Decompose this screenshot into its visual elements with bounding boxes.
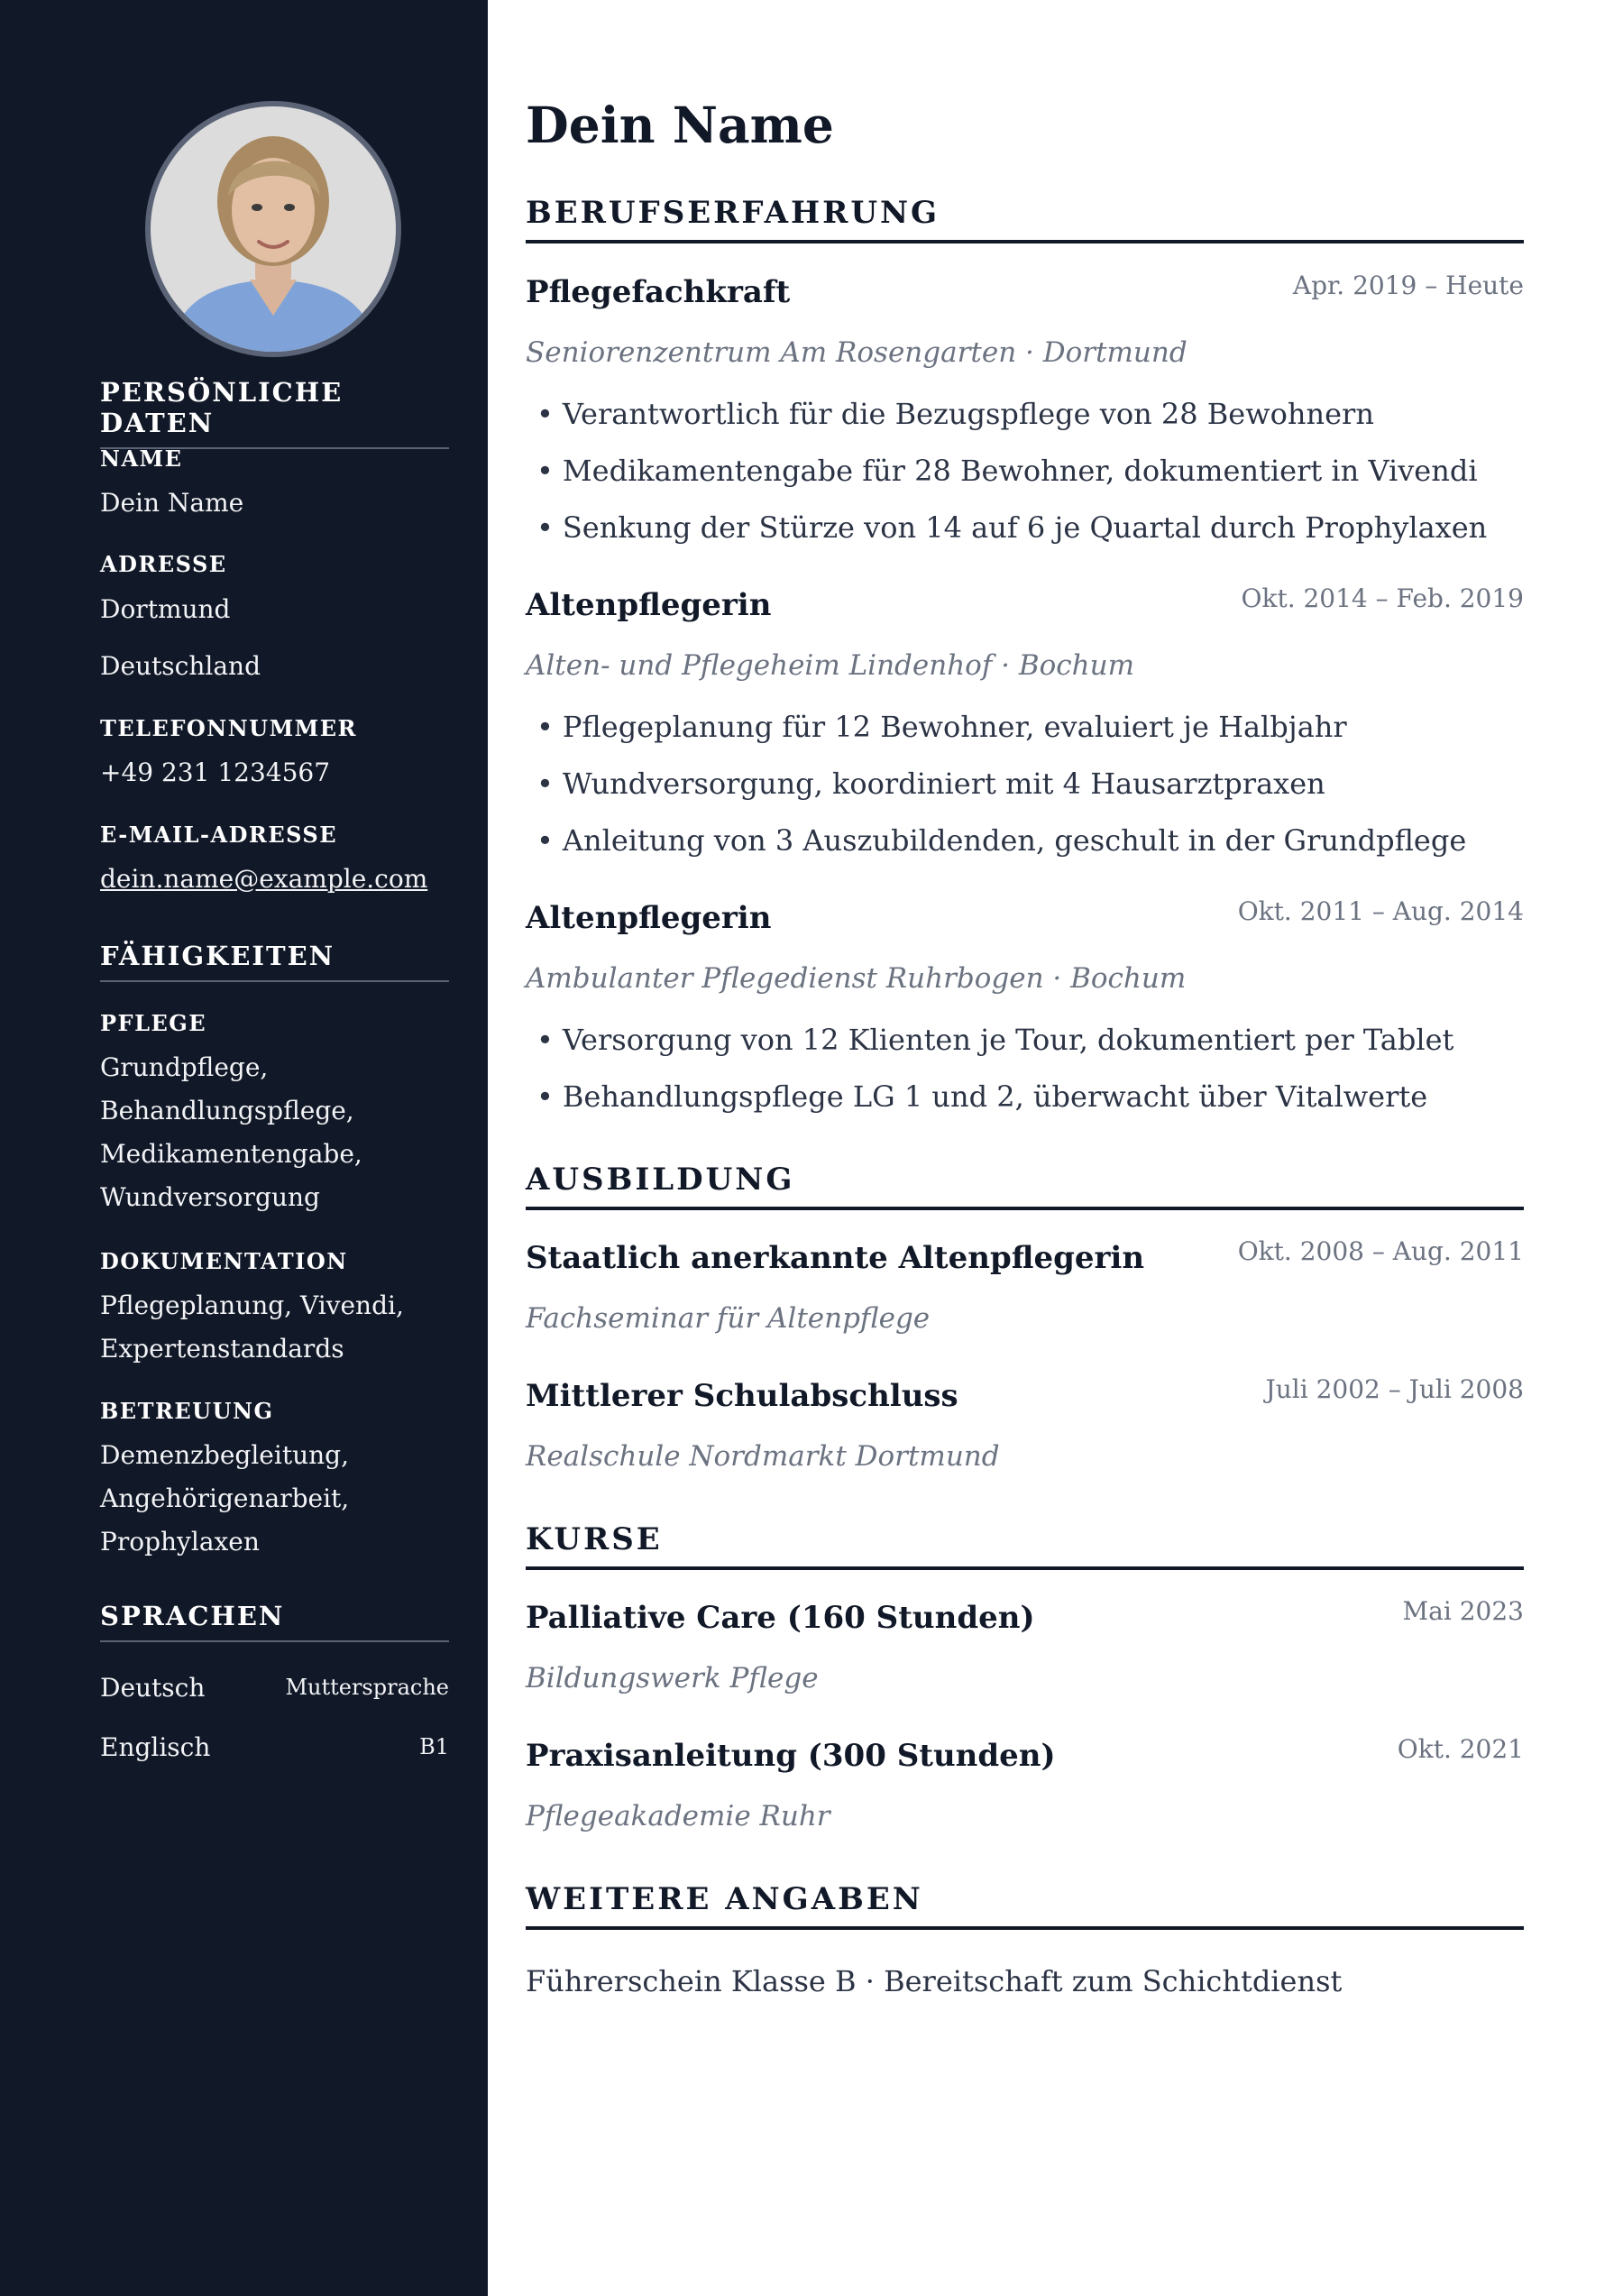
additional-text: Führerschein Klasse B · Bereitschaft zum Schichtdienst bbox=[526, 1964, 1343, 1998]
skills-heading: FÄHIGKEITEN bbox=[100, 941, 449, 982]
skill-group-label: BETREUUNG bbox=[100, 1398, 274, 1424]
skill-item: Demenzbegleitung, bbox=[100, 1440, 349, 1470]
skill-item: Behandlungspflege, bbox=[100, 1096, 354, 1125]
education-heading: AUSBILDUNG bbox=[526, 1162, 1524, 1210]
email-link[interactable]: dein.name@example.com bbox=[100, 864, 428, 894]
education-school: Fachseminar für Altenpflege bbox=[526, 1302, 931, 1335]
languages-heading: SPRACHEN bbox=[100, 1601, 449, 1642]
skill-item: Prophylaxen bbox=[100, 1527, 260, 1557]
skill-group-label: DOKUMENTATION bbox=[100, 1248, 348, 1274]
course-provider: Bildungswerk Pflege bbox=[526, 1662, 819, 1694]
education-school: Realschule Nordmarkt Dortmund bbox=[526, 1440, 1000, 1473]
personal-data-section bbox=[100, 377, 449, 449]
language-level: B1 bbox=[419, 1734, 449, 1759]
courses-heading: KURSE bbox=[526, 1521, 1524, 1570]
language-name: Englisch bbox=[100, 1732, 211, 1762]
experience-heading: BERUFSERFAHRUNG bbox=[526, 195, 1524, 243]
job-employer: Seniorenzentrum Am Rosengarten · Dortmund bbox=[526, 336, 1187, 369]
job-bullet: • Wundversorgung, koordiniert mit 4 Hausarztpraxen bbox=[536, 767, 1325, 801]
sidebar bbox=[0, 0, 488, 2296]
skill-item: Wundversorgung bbox=[100, 1182, 320, 1212]
job-employer: Ambulanter Pflegedienst Ruhrbogen · Bochum bbox=[526, 962, 1187, 995]
job-title: Altenpflegerin bbox=[526, 587, 772, 623]
page-title: Dein Name bbox=[526, 96, 834, 154]
job-bullet: • Verantwortlich für die Bezugspflege von 28 Bewohnern bbox=[536, 397, 1374, 431]
skill-item: Medikamentengabe, bbox=[100, 1139, 362, 1169]
job-title: Altenpflegerin bbox=[526, 900, 772, 936]
language-row bbox=[100, 1732, 449, 1768]
skill-item: Expertenstandards bbox=[100, 1334, 344, 1364]
skills-section bbox=[100, 941, 449, 982]
phone-label: TELEFONNUMMER bbox=[100, 715, 357, 741]
skill-item: Pflegeplanung, Vivendi, bbox=[100, 1290, 404, 1320]
course-title: Praxisanleitung (300 Stunden) bbox=[526, 1738, 1056, 1774]
education-title: Mittlerer Schulabschluss bbox=[526, 1378, 958, 1414]
job-bullet: • Medikamentengabe für 28 Bewohner, dokumentiert in Vivendi bbox=[536, 454, 1478, 488]
course-provider: Pflegeakademie Ruhr bbox=[526, 1800, 830, 1832]
additional-heading: WEITERE ANGABEN bbox=[526, 1881, 1524, 1930]
name-label: NAME bbox=[100, 445, 183, 472]
email-label: E-MAIL-ADRESSE bbox=[100, 822, 338, 848]
skill-item: Grundpflege, bbox=[100, 1052, 269, 1082]
education-date: Okt. 2008 – Aug. 2011 bbox=[1237, 1236, 1524, 1266]
job-bullet: • Behandlungspflege LG 1 und 2, überwacht über Vitalwerte bbox=[536, 1079, 1427, 1114]
job-bullet: • Pflegeplanung für 12 Bewohner, evaluiert je Halbjahr bbox=[536, 710, 1347, 744]
course-date: Okt. 2021 bbox=[1397, 1734, 1524, 1764]
address-country: Deutschland bbox=[100, 651, 261, 681]
job-date: Apr. 2019 – Heute bbox=[1292, 271, 1524, 300]
language-row bbox=[100, 1673, 449, 1709]
job-bullet: • Anleitung von 3 Auszubildenden, geschult in der Grundpflege bbox=[536, 823, 1466, 858]
job-date: Okt. 2011 – Aug. 2014 bbox=[1237, 896, 1524, 926]
name-value: Dein Name bbox=[100, 488, 244, 518]
phone-value: +49 231 1234567 bbox=[100, 758, 331, 787]
skill-item: Angehörigenarbeit, bbox=[100, 1483, 350, 1513]
skill-group-label: PFLEGE bbox=[100, 1010, 207, 1036]
language-level: Muttersprache bbox=[285, 1675, 449, 1700]
job-title: Pflegefachkraft bbox=[526, 274, 791, 310]
personal-data-heading: PERSÖNLICHE DATEN bbox=[100, 377, 449, 449]
address-label: ADRESSE bbox=[100, 551, 227, 577]
job-date: Okt. 2014 – Feb. 2019 bbox=[1241, 583, 1524, 613]
language-name: Deutsch bbox=[100, 1673, 206, 1703]
profile-photo-image bbox=[151, 106, 396, 352]
job-bullet: • Versorgung von 12 Klienten je Tour, dokumentiert per Tablet bbox=[536, 1023, 1453, 1057]
job-bullet: • Senkung der Stürze von 14 auf 6 je Quartal durch Prophylaxen bbox=[536, 510, 1487, 545]
course-date: Mai 2023 bbox=[1402, 1596, 1524, 1626]
job-employer: Alten- und Pflegeheim Lindenhof · Bochum bbox=[526, 649, 1134, 682]
address-city: Dortmund bbox=[100, 594, 231, 624]
course-title: Palliative Care (160 Stunden) bbox=[526, 1600, 1035, 1636]
languages-section bbox=[100, 1601, 449, 1642]
education-date: Juli 2002 – Juli 2008 bbox=[1265, 1374, 1524, 1404]
education-title: Staatlich anerkannte Altenpflegerin bbox=[526, 1240, 1145, 1276]
profile-photo bbox=[145, 101, 401, 357]
